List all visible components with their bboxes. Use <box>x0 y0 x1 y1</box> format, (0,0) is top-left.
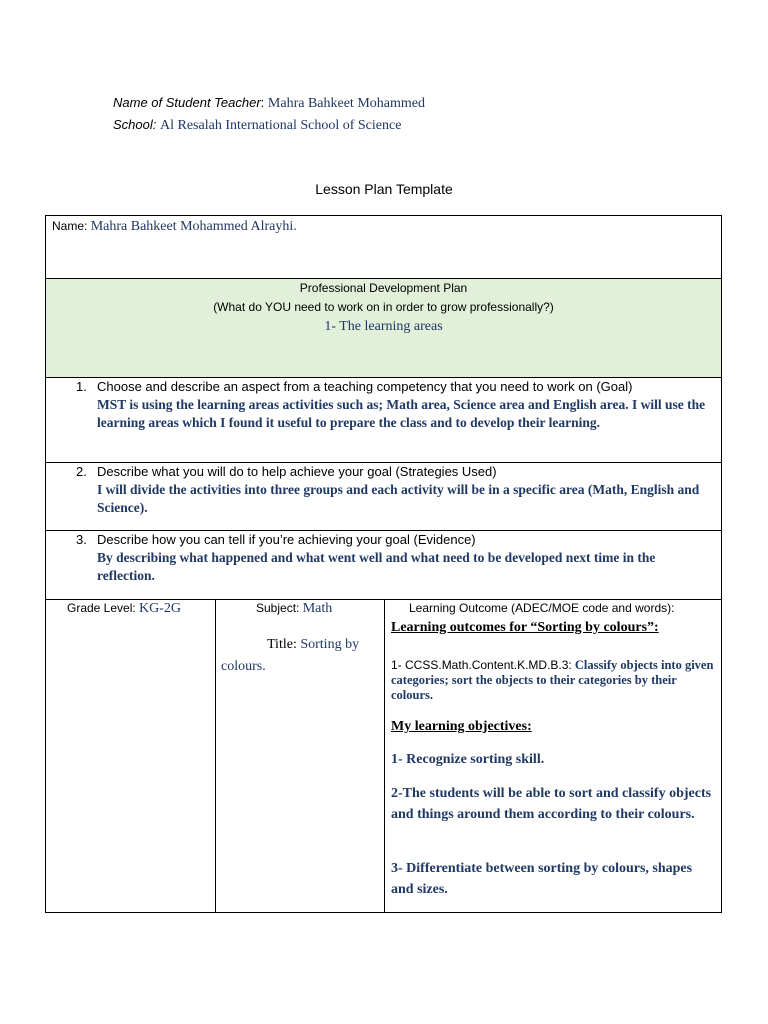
student-teacher-colon: : <box>260 95 268 110</box>
pdp-subtitle: (What do YOU need to work on in order to grow professionally?) <box>213 300 554 314</box>
grade-column <box>46 600 216 912</box>
standard-text: Classify objects into given categories; sort the objects to their categories by their colours. <box>391 658 714 702</box>
document-title: Lesson Plan Template <box>315 181 453 197</box>
student-teacher-label: Name of Student Teacher <box>113 95 261 110</box>
objective-item: 1- Recognize sorting skill. <box>391 752 545 767</box>
school-label: School: <box>113 117 157 132</box>
grade-value: KG-2G <box>139 601 182 616</box>
standard-code: CCSS.Math.Content.K.MD.B.3: <box>405 658 572 672</box>
goal-question: Choose and describe an aspect from a teaching competency that you need to work on (Goal) <box>97 379 633 394</box>
grade-label: Grade Level: <box>67 601 140 615</box>
strategies-number: 2. <box>76 464 87 479</box>
learning-outcome-column <box>385 600 722 912</box>
evidence-number: 3. <box>76 532 87 547</box>
lesson-title-value: Sorting by colours. <box>221 637 360 674</box>
pdp-title: Professional Development Plan <box>299 281 468 295</box>
school-name: Al Resalah International School of Science <box>160 118 402 133</box>
professional-development-plan <box>45 278 722 377</box>
lesson-details-row <box>45 599 722 913</box>
goal-number: 1. <box>76 379 87 394</box>
strategies-row <box>45 462 722 530</box>
learning-outcome-standard <box>391 658 717 703</box>
learning-outcomes-title: Learning outcomes for “Sorting by colours”: <box>391 620 659 635</box>
lesson-title-label: Title: <box>267 637 301 652</box>
objective-item: 2-The students will be able to sort and classify objects and things around them according to their colours. <box>391 786 712 822</box>
subject-value: Math <box>302 601 333 616</box>
learning-outcome-header: Learning Outcome (ADEC/MOE code and words): <box>409 601 675 615</box>
objective-item: 3- Differentiate between sorting by colours, shapes and sizes. <box>391 861 693 897</box>
evidence-row <box>45 530 722 599</box>
strategies-answer: I will divide the activities into three groups and each activity will be in a specific area (Math, English and Science). <box>97 482 700 515</box>
goal-row <box>45 377 722 462</box>
name-value: Mahra Bahkeet Mohammed Alrayhi. <box>90 219 297 234</box>
goal-answer: MST is using the learning areas activities such as; Math area, Science area and English area. I will use the learning areas which I found it useful to prepare the class and to develop their learning. <box>97 397 706 430</box>
grade-level <box>67 601 181 617</box>
subject-label: Subject: <box>256 601 303 615</box>
name-field <box>52 219 297 235</box>
standard-prefix: 1- <box>391 658 406 672</box>
evidence-answer: By describing what happened and what went well and what need to be developed next time in the reflection. <box>97 550 656 583</box>
name-row <box>45 215 722 278</box>
subject <box>256 601 332 617</box>
name-label: Name: <box>52 219 91 233</box>
pdp-item: 1- The learning areas <box>324 319 443 334</box>
student-teacher-name: Mahra Bahkeet Mohammed <box>267 96 425 111</box>
strategies-question: Describe what you will do to help achieve your goal (Strategies Used) <box>97 464 497 479</box>
school-line <box>113 117 401 134</box>
evidence-question: Describe how you can tell if you’re achieving your goal (Evidence) <box>97 532 476 547</box>
objectives-title: My learning objectives: <box>391 719 532 734</box>
subject-column <box>216 600 385 912</box>
student-teacher-line <box>113 95 425 112</box>
lesson-title <box>221 633 381 677</box>
